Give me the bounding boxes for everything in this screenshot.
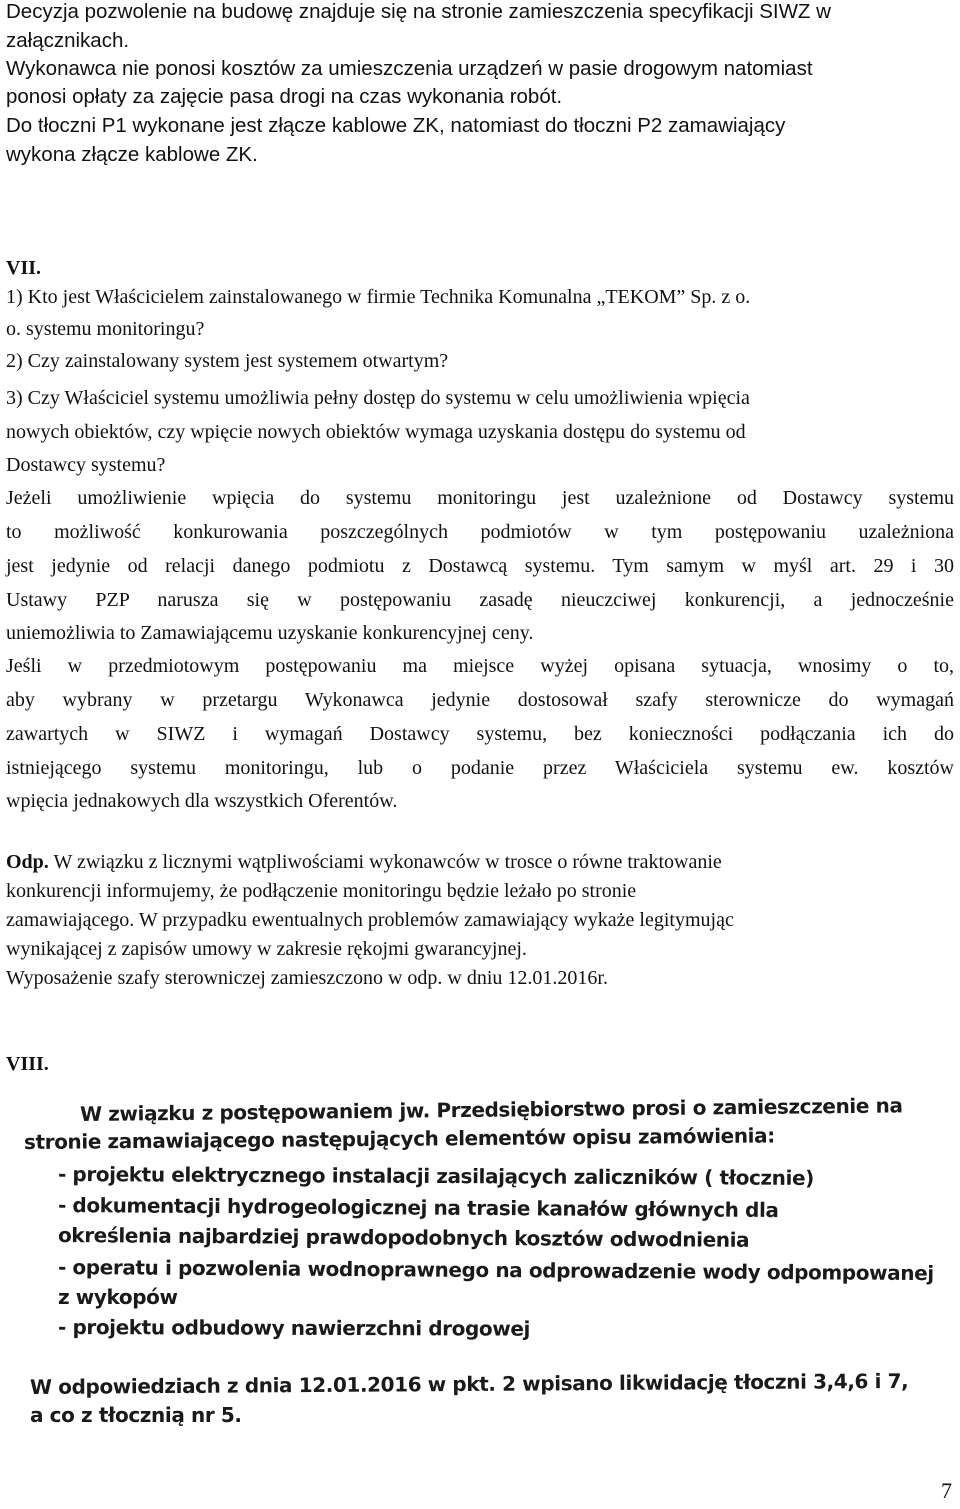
scanned-line: - projektu odbudowy nawierzchni drogowej <box>57 1315 531 1341</box>
answer-line <box>6 851 722 874</box>
paragraph-line: wpięcia jednakowych dla wszystkich Oferentów. <box>6 790 398 812</box>
top-text-line: Do tłoczni P1 wykonane jest złącze kablowe ZK, natomiast do tłoczni P2 zamawiający <box>6 114 786 137</box>
scanned-line: - dokumentacji hydrogeologicznej na trasie kanałów głównych dla <box>57 1193 779 1223</box>
scanned-line: W odpowiedziach z dnia 12.01.2016 w pkt. 2 wpisano likwidację tłoczni 3,4,6 i 7, <box>29 1368 909 1399</box>
answer-text: W związku z licznymi wątpliwościami wykonawców w trosce o równe traktowanie <box>48 851 722 873</box>
scanned-line: z wykopów <box>58 1285 178 1309</box>
answer-line: zamawiającego. W przypadku ewentualnych problemów zamawiający wykaże legitymując <box>6 909 734 931</box>
answer-label: Odp. <box>6 851 49 873</box>
answer-line: wynikającej z zapisów umowy w zakresie rękojmi gwarancyjnej. <box>6 938 527 960</box>
top-text-line: wykona złącze kablowe ZK. <box>6 143 258 166</box>
question-line: 1) Kto jest Właścicielem zainstalowanego w firmie Technika Komunalna „TEKOM” Sp. z o. <box>6 286 751 308</box>
paragraph-line: to możliwość konkurowania poszczególnych podmiotów w tym postępowaniu uzależniona <box>6 521 954 543</box>
paragraph-line: Jeśli w przedmiotowym postępowaniu ma miejsce wyżej opisana sytuacja, wnosimy o to, <box>6 655 954 677</box>
answer-line: konkurencji informujemy, że podłączenie monitoringu będzie leżało po stronie <box>6 880 637 902</box>
question-line: 3) Czy Właściciel systemu umożliwia pełny dostęp do systemu w celu umożliwienia wpięcia <box>6 387 750 409</box>
scanned-line: - operatu i pozwolenia wodnoprawnego na odprowadzenie wody odpompowanej <box>57 1255 934 1286</box>
scanned-document-excerpt <box>0 1092 960 1432</box>
question-line: o. systemu monitoringu? <box>6 318 205 340</box>
section-heading-vii: VII. <box>6 257 42 279</box>
scanned-line: W związku z postępowaniem jw. Przedsiębiorstwo prosi o zamieszczenie na <box>79 1093 903 1126</box>
top-text-line: Wykonawca nie ponosi kosztów za umieszczenia urządzeń w pasie drogowym natomiast <box>6 57 813 80</box>
question-line: Dostawcy systemu? <box>6 454 166 476</box>
paragraph-line: jest jedynie od relacji danego podmiotu z Dostawcą systemu. Tym samym w myśl art. 29 i 30 <box>6 555 954 577</box>
paragraph-line: uniemożliwia to Zamawiającemu uzyskanie konkurencyjnej ceny. <box>6 622 534 644</box>
question-line: 2) Czy zainstalowany system jest systemem otwartym? <box>6 350 449 372</box>
scanned-line: a co z tłocznią nr 5. <box>30 1403 242 1427</box>
scanned-line: - projektu elektrycznego instalacji zasilających zaliczników ( tłocznie) <box>57 1162 814 1190</box>
scanned-line: stronie zamawiającego następujących elementów opisu zamówienia: <box>23 1123 775 1154</box>
paragraph-line: aby wybrany w przetargu Wykonawca jedynie dostosował szafy sterownicze do wymagań <box>6 689 954 711</box>
section-heading-viii: VIII. <box>6 1053 49 1075</box>
paragraph-line: Ustawy PZP narusza się w postępowaniu zasadę nieuczciwej konkurencji, a jednocześnie <box>6 589 954 611</box>
paragraph-line: Jeżeli umożliwienie wpięcia do systemu monitoringu jest uzależnione od Dostawcy systemu <box>6 487 954 509</box>
top-text-line: załącznikach. <box>6 29 130 52</box>
answer-line: Wyposażenie szafy sterowniczej zamieszczono w odp. w dniu 12.01.2016r. <box>6 967 608 989</box>
paragraph-line: zawartych w SIWZ i wymagań Dostawcy systemu, bez konieczności podłączania ich do <box>6 723 954 745</box>
top-text-line: Decyzja pozwolenie na budowę znajduje się na stronie zamieszczenia specyfikacji SIWZ w <box>6 0 831 23</box>
paragraph-line: istniejącego systemu monitoringu, lub o podanie przez Właściciela systemu ew. kosztów <box>6 757 954 779</box>
page-number: 7 <box>941 1478 952 1503</box>
scanned-line: określenia najbardziej prawdopodobnych kosztów odwodnienia <box>57 1223 750 1252</box>
top-text-line: ponosi opłaty za zajęcie pasa drogi na czas wykonania robót. <box>6 85 563 108</box>
question-line: nowych obiektów, czy wpięcie nowych obiektów wymaga uzyskania dostępu do systemu od <box>6 421 746 443</box>
